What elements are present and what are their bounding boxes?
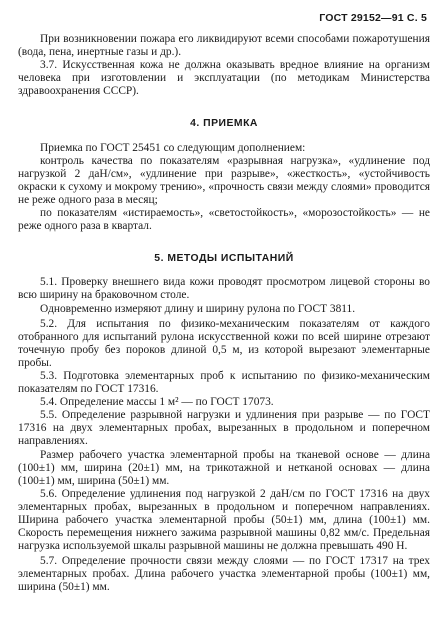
paragraph-4-quarterly: по показателям «истираемость», «светостойкость», «морозостойкость» — не реже одного раза в квартал. — [18, 207, 430, 233]
section-5-heading: 5. МЕТОДЫ ИСПЫТАНИЙ — [154, 253, 294, 265]
paragraph-5-1-measure: Одновременно измеряют длину и ширину рулона по ГОСТ 3811. — [40, 302, 356, 315]
paragraph-5-1: 5.1. Проверку внешнего вида кожи проводят просмотром лицевой стороны во всю ширину на браковочном столе. — [18, 276, 430, 302]
paragraph-5-7: 5.7. Определение прочности связи между слоями — по ГОСТ 17317 на трех элементарных пробах. Длина рабочего участка элементарной пробы (100±1) мм, ширина (50±1) мм. — [18, 555, 430, 594]
section-4-heading: 4. ПРИЕМКА — [190, 118, 258, 130]
paragraph-5-6: 5.6. Определение удлинения под нагрузкой 2 даН/см по ГОСТ 17316 на двух элементарных пробах, вырезанных в продольном и поперечном направлениях. Ширина рабочего участка элементарной пробы (50±1) мм, длина (100±1) мм. Скорость перемещения нижнего зажима разрывной машины 0,82 мм/с. Предельная нагрузка используемой шкалы разрывной машины не должна превышать 490 Н. — [18, 487, 430, 553]
paragraph-5-4: 5.4. Определение массы 1 м² — по ГОСТ 17073. — [40, 396, 274, 409]
paragraph-5-5-size: Размер рабочего участка элементарной пробы на тканевой основе — длина (100±1) мм, ширина (20±1) мм, на трикотажной и нетканой основах — длина (100±1) мм, ширина (50±1) мм. — [18, 448, 430, 487]
paragraph-5-2: 5.2. Для испытания по физико-механическим показателям от каждого отобранного для испытаний рулона искусственной кожи по всей ширине отрезают точечную пробу без пороков длиной 0,5 м, из которой вырезают элементарные пробы. — [18, 317, 430, 369]
paragraph-3-7: 3.7. Искусственная кожа не должна оказывать вредное влияние на организм человека при изготовлении и эксплуатации (по методикам Министерства здравоохранения СССР). — [18, 59, 430, 98]
paragraph-4-intro: Приемка по ГОСТ 25451 со следующим дополнением: — [40, 141, 306, 154]
paragraph-4-monthly: контроль качества по показателям «разрывная нагрузка», «удлинение под нагрузкой 2 даН/см», «удлинение при разрыве», «жесткость», «устойчивость окраски к сухому и мокрому трению», «прочность связи между слоями» проводится не реже одного раза в месяц; — [18, 154, 430, 206]
body-text — [18, 33, 430, 595]
paragraph-5-5: 5.5. Определение разрывной нагрузки и удлинения при разрыве — по ГОСТ 17316 на двух элементарных пробах, вырезанных в продольном и поперечном направлениях. — [18, 409, 430, 448]
paragraph-5-3: 5.3. Подготовка элементарных проб к испытанию по физико-механическим показателям по ГОСТ 17316. — [18, 369, 430, 396]
paragraph-fire: При возникновении пожара его ликвидируют всеми способами пожаротушения (вода, пена, инертные газы и др.). — [18, 33, 430, 59]
running-head: ГОСТ 29152—91 С. 5 — [319, 12, 427, 24]
